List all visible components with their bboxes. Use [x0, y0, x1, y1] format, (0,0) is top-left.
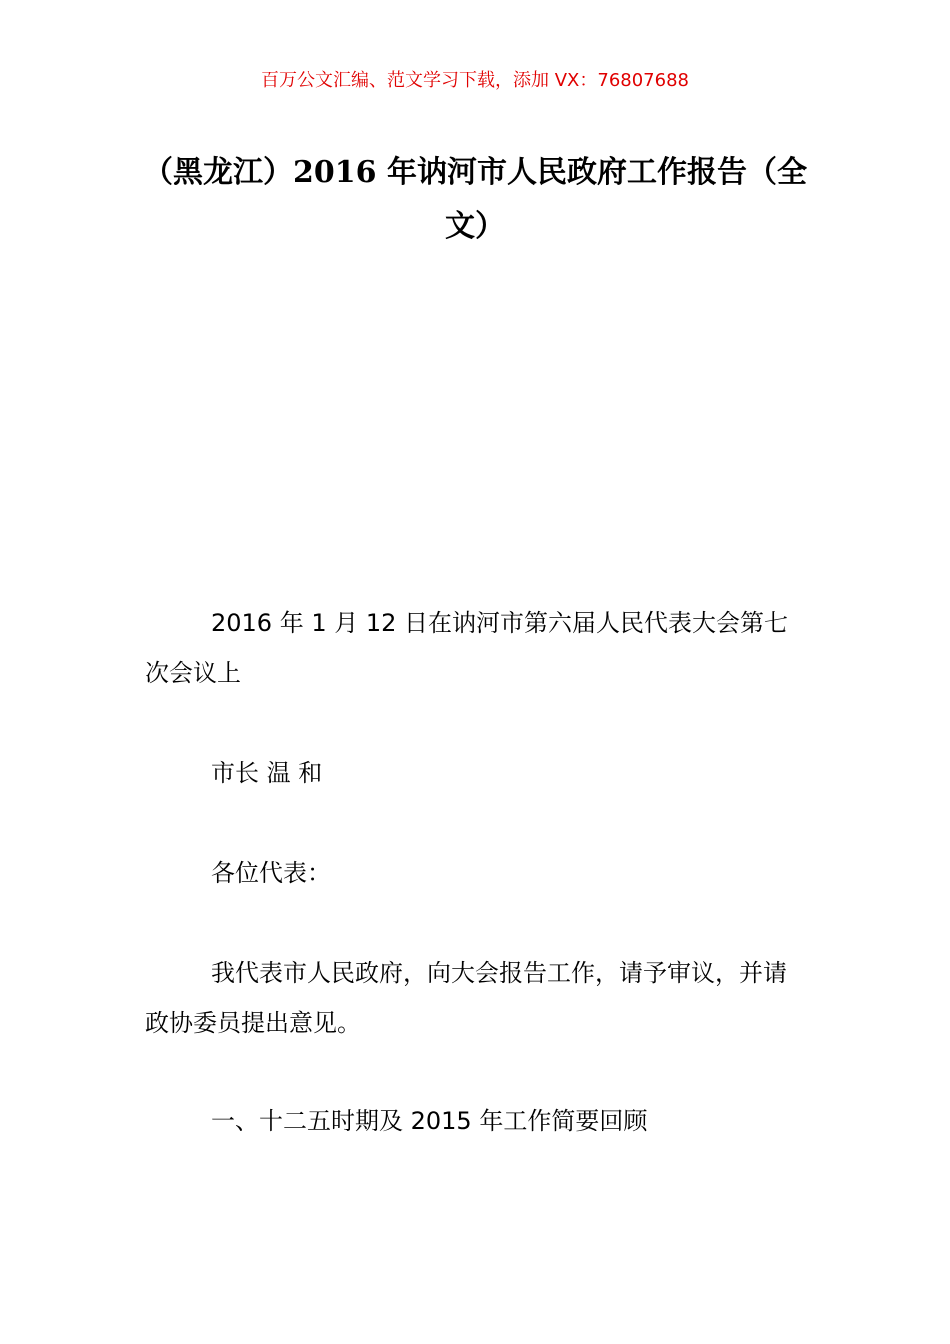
watermark-banner: 百万公文汇编、范文学习下载，添加 VX：76807688 — [261, 70, 689, 91]
document-title: （黑龙江）2016 年讷河市人民政府工作报告（全文） — [143, 155, 807, 244]
speaker-paragraph: 市长 温 和 — [211, 759, 323, 787]
section-heading: 一、十二五时期及 2015 年工作简要回顾 — [211, 1107, 648, 1135]
intro-paragraph: 我代表市人民政府，向大会报告工作，请予审议，并请政协委员提出意见。 — [145, 959, 787, 1037]
date-line-paragraph: 2016 年 1 月 12 日在讷河市第六届人民代表大会第七次会议上 — [145, 609, 789, 687]
salutation-paragraph: 各位代表： — [211, 859, 331, 887]
